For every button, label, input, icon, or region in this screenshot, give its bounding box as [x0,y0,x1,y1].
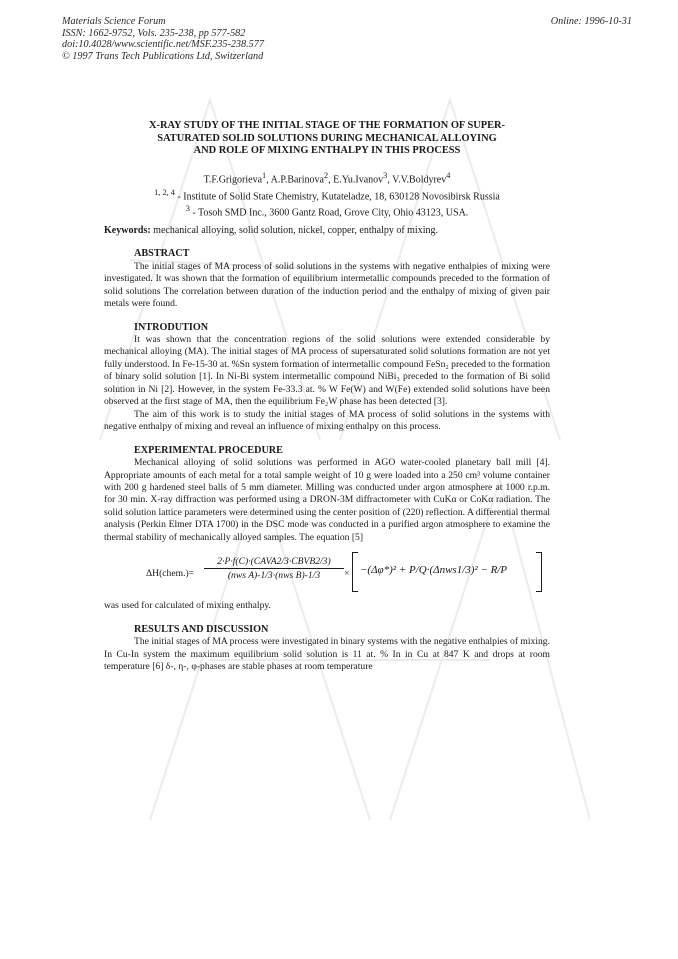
experimental-heading: EXPERIMENTAL PROCEDURE [134,444,283,456]
experimental-paragraph: Mechanical alloying of solid solutions was performed in AGO water-cooled planetary ball mill [4]. Appropriate amounts of each metal for a total sample weight of 10 g were loaded into a 250 cm³ volume container with 200 g hardened steel balls of 5 mm diameter. Milling was conducted under argon atmosphere at 1000 r.p.m. for 30 min. X-ray diffraction was performed using a DRON-3M diffractometer with CuKα or CoKα radiation. The solid solution lattice parameters were determined using the center position of (220) reflection. A differential thermal analysis (Perkin Elmer DTA 1700) in the DSC mode was conducted in a purified argon atmosphere to examine the thermal stability of mechanically alloyed samples. The equation [5] [104,457,550,543]
title-line: SATURATED SOLID SOLUTIONS DURING MECHANICAL ALLOYING [157,132,497,144]
author-mark: 1 [262,170,267,180]
affiliation-text: - Tosoh SMD Inc., 3600 Gantz Road, Grove City, Ohio 43123, USA. [192,207,469,219]
results-heading: RESULTS AND DISCUSSION [134,623,269,635]
introduction-paragraph: The aim of this work is to study the initial stages of MA process of solid solutions in the systems with negative enthalpy of mixing and reveal an influence of mixing enthalpy on this process. [104,408,550,433]
author-mark: 3 [383,170,388,180]
affiliation [104,187,550,204]
results-paragraph: The initial stages of MA process were investigated in binary systems with the negative enthalpies of mixing. In Cu-In system the maximum equilibrium solid solution is 11 at. % In in Cu at 847 K and drops at room temperature [6] δ-, η-, φ-phases are stable phases at room temperature [104,636,550,672]
author-name: A.P.Barinova [270,174,324,186]
author-list: T.F.Grigorieva$^1$, A.P.Barinova$^2$, E.Yu.Ivanov$^3$, V.V.Boldyrev$^4$ [203,170,451,186]
title-line: X-RAY STUDY OF THE INITIAL STAGE OF THE FORMATION OF SUPER- [148,120,506,131]
keywords [104,225,550,237]
journal-header [62,16,264,62]
keywords-text: mechanical alloying, solid solution, nickel, copper, enthalpy of mixing. [153,224,438,236]
mixing-enthalpy-equation [104,544,550,600]
introduction-heading: INTRODUTION [134,321,209,333]
affiliation [104,203,550,220]
equation-times: × [344,568,350,580]
abstract-text: The initial stages of MA process of solid solutions in the systems with negative enthalpies of mixing were investigated. It was shown that the formation of equilibrium intermetallic compounds preceded to the formation of solid solutions The correlation between duration of the induction period and the enthalpy of mixing of given pair metals were found. [104,260,550,310]
journal-name: Materials Science Forum [62,16,166,27]
paper-title [104,120,550,158]
copyright-line: © 1997 Trans Tech Publications Ltd, Switzerland [62,50,264,62]
equation-bracket [352,552,542,590]
affiliation-mark: 3 [185,204,190,214]
author-mark: 2 [323,170,329,180]
author-mark: 4 [446,170,451,180]
online-date: Online: 1996-10-31 [550,16,632,27]
abstract-heading: ABSTRACT [134,248,190,260]
equation-followup: was used for calculated of mixing enthalpy. [104,600,271,612]
equation-bracket-content: −(Δφ*)² + P/Q·(Δnws1/3)² − R/P [360,564,508,577]
equation-denominator: (nws A)-1/3·(nws B)-1/3 [227,570,321,582]
author-name: E.Yu.Ivanov [333,174,384,186]
paper-body [104,120,550,673]
equation-numerator: 2·P·f(C)·(CAVA2/3·CBVB2/3) [204,556,344,569]
author-name: T.F.Grigorieva [203,174,263,186]
title-line: AND ROLE OF MIXING ENTHALPY IN THIS PROCESS [193,145,461,157]
issn-line: ISSN: 1662-9752, Vols. 235-238, pp 577-582 [62,27,246,39]
affiliation-mark: 1, 2, 4 [154,187,175,197]
introduction-paragraph: It was shown that the concentration regions of the solid solutions were extended considerable by mechanical alloying (MA). The initial stages of MA process of supersaturated solid solutions formation are not yet fully understood. In Fe-15-30 at. %Sn system formation of intermetallic compound FeSn₂ preceded to the formation of binary solid solution [1]. In Ni-Bi system intermetallic compound NiBi₃ preceded to the formation of Bi solid solution in Ni [2]. However, in the system Fe-33.3 at. % W Fe(W) and W(Fe) extended solid solutions have been observed at the first stage of MA, then the equilibrium Fe₂W phase has been detected [3]. [104,334,550,408]
equation-lhs: ΔH(chem.)= [146,568,195,580]
equation-fraction [204,556,344,581]
doi-line: doi:10.4028/www.scientific.net/MSF.235-238.577 [62,39,264,51]
keywords-label: Keywords: [104,224,151,236]
affiliation-text: - Institute of Solid State Chemistry, Kutateladze, 18, 630128 Novosibirsk Russia [177,190,500,202]
author-name: V.V.Boldyrev [392,174,447,186]
